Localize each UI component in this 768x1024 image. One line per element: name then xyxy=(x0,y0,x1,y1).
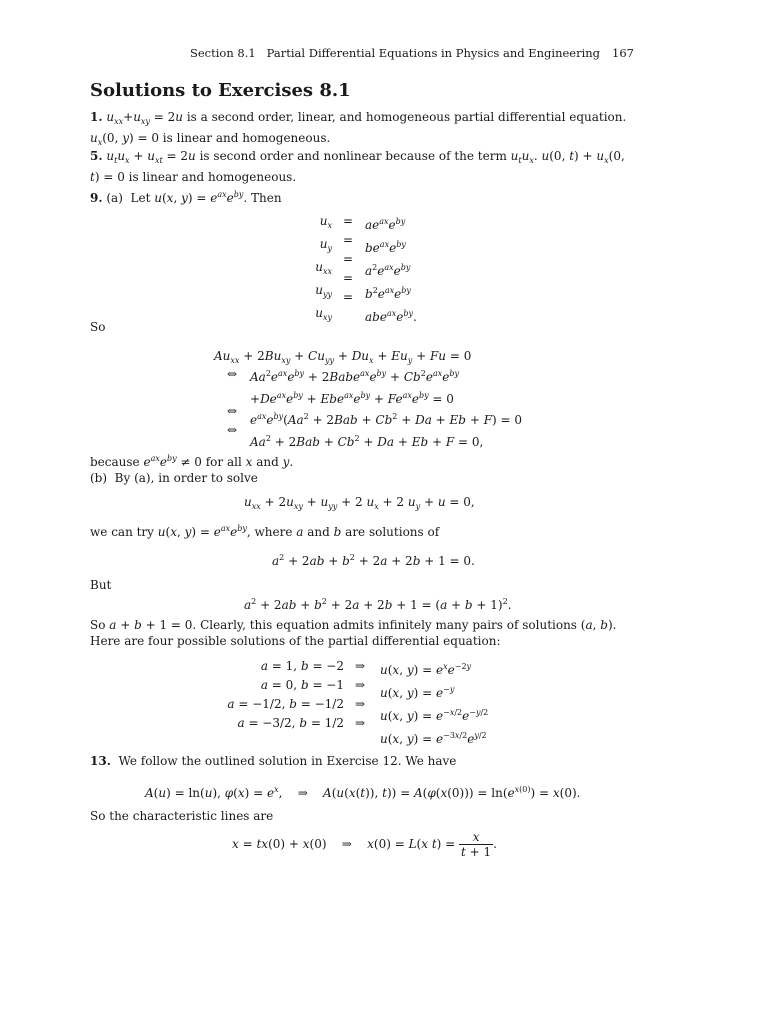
we-can-try: we can try u(x, $y) = e^{ax}e^{by}$, where a and b are solutions of xyxy=(90,524,440,539)
derivative-rhs: $ae^{ax}e^{by}$ $be^{ax}e^{by}$ $a^2e^{ax}e^{by}$ $b^2e^{ax}e^{by}$ $abe^{ax}e^{by}$. xyxy=(365,217,417,324)
exercise-5: 5. $u_tu_x + u_{xt} = 2u$ is second order and nonlinear because of the term $u_tu_x$. u(0, $t) + u_x(0$, t) = 0 is linear and homogeneous. xyxy=(90,149,625,184)
exercise-number: 13. xyxy=(90,754,111,768)
exercise-number: 5. xyxy=(90,149,103,163)
derivative-lhs: $u_x$ $u_y$ $u_{xx}$ $u_{yy}$ $u_{xy}$ xyxy=(315,214,332,322)
factored-equation: $a^2 + 2ab + b^2 + 2a + 2b + 1 = (a + b + 1)^2$. xyxy=(244,597,512,612)
text: . Then xyxy=(243,191,282,205)
characteristic-lines-text: So the characteristic lines are xyxy=(90,809,274,823)
but: But xyxy=(90,578,112,592)
equivalence-rhs: $Aa^2e^{ax}e^{by}$ + $2Babe^{ax}e^{by} + Cb^2e^{ax}e^{by}$ $+De^{ax}e^{by} + Ebe^{ax}e^{by} + Fe^{ax}e^{by} = 0$ $e^{ax}e^{by}(Aa^2 + 2Bab + Cb^2 + Da + Eb + F) = 0$ $Aa^2 + 2Bab + Cb^2 + Da + Eb + F = 0$, xyxy=(250,369,523,449)
because-line: because $e^{ax}e^{by} \ne 0$ for all x and y. (b) By (a), in order to solve xyxy=(90,454,294,485)
text: We follow the outlined solution in Exercise 12. We have xyxy=(118,754,457,768)
running-header xyxy=(190,46,634,60)
page-number: 167 xyxy=(612,46,634,60)
exercise-number: 9. xyxy=(90,191,103,205)
solutions: u(x, $y) = e^xe^{-2y}$ u(x, $y) = e^{-y}$ u(x, $y) = e^{-x/2}e^{-y/2}$ u(x, $y) = e^{-3x/2}e^{y/2}$ xyxy=(380,662,489,746)
exercise-9-intro: 9. (a) Let u(x, $y) = e^{ax}e^{by}$. Then xyxy=(90,190,282,205)
part-label: (a) xyxy=(106,191,123,205)
exercise-1: 1. $u_{xx}+u_{xy} = 2u$ is a second order, linear, and homogeneous partial differential equation. $u_x(0$, y) = 0 is linear and homogeneous. xyxy=(90,110,627,147)
exercise-number: 1. xyxy=(90,110,103,124)
implies-symbols: ⇒ ⇒ ⇒ ⇒ xyxy=(354,659,366,730)
characteristic-equation: x = tx(0) + x(0) ⇒ x(0) = L(x t) = $\frac{x}{t + 1}$ . xyxy=(232,830,497,859)
so-paragraph: So a + b + 1 = 0. Clearly, this equation admits infinitely many pairs of solutions (a, b). Here are four possible solutions of the partial differential equation: xyxy=(90,618,617,648)
equivalence-chain: $Au_{xx} + 2Bu_{xy} + Cu_{yy} + Du_x + Eu_y + Fu = 0$ xyxy=(214,349,472,365)
transform-equation: A(u) = ln(u), $\varphi(x) = e^x$, ⇒ A(u(x(t)), $t)) = A(\varphi(x(0))) = \ln(e^{x(0)}) = x(0)$. xyxy=(145,785,581,800)
iff-symbols: ⇔ ⇔ ⇔ xyxy=(226,367,238,437)
equals-column: = = = = = xyxy=(342,214,354,304)
section-heading: Solutions to Exercises 8.1 xyxy=(90,80,351,101)
header-section: Section 8.1 xyxy=(189,46,256,60)
ab-equation: $a^2 + 2ab + b^2 + 2a + 2b + 1 = 0$. xyxy=(272,553,475,568)
ab-pairs: a = 1, b = −2 a = 0, b = −1 a = −1/2, b = −1/2 a = −3/2, b = 1/2 xyxy=(227,659,344,730)
so-1: So xyxy=(90,320,106,334)
exercise-13-intro xyxy=(90,753,636,769)
header-title: Partial Differential Equations in Physics and Engineering xyxy=(266,46,601,60)
pde-equation: $u_{xx} + 2u_{xy} + u_{yy} + 2$ $u_x + 2$ $u_y + u = 0$, xyxy=(244,495,475,511)
part-label: (b) xyxy=(90,471,108,485)
fraction: $\frac{x}{t + 1}$ xyxy=(461,830,492,859)
